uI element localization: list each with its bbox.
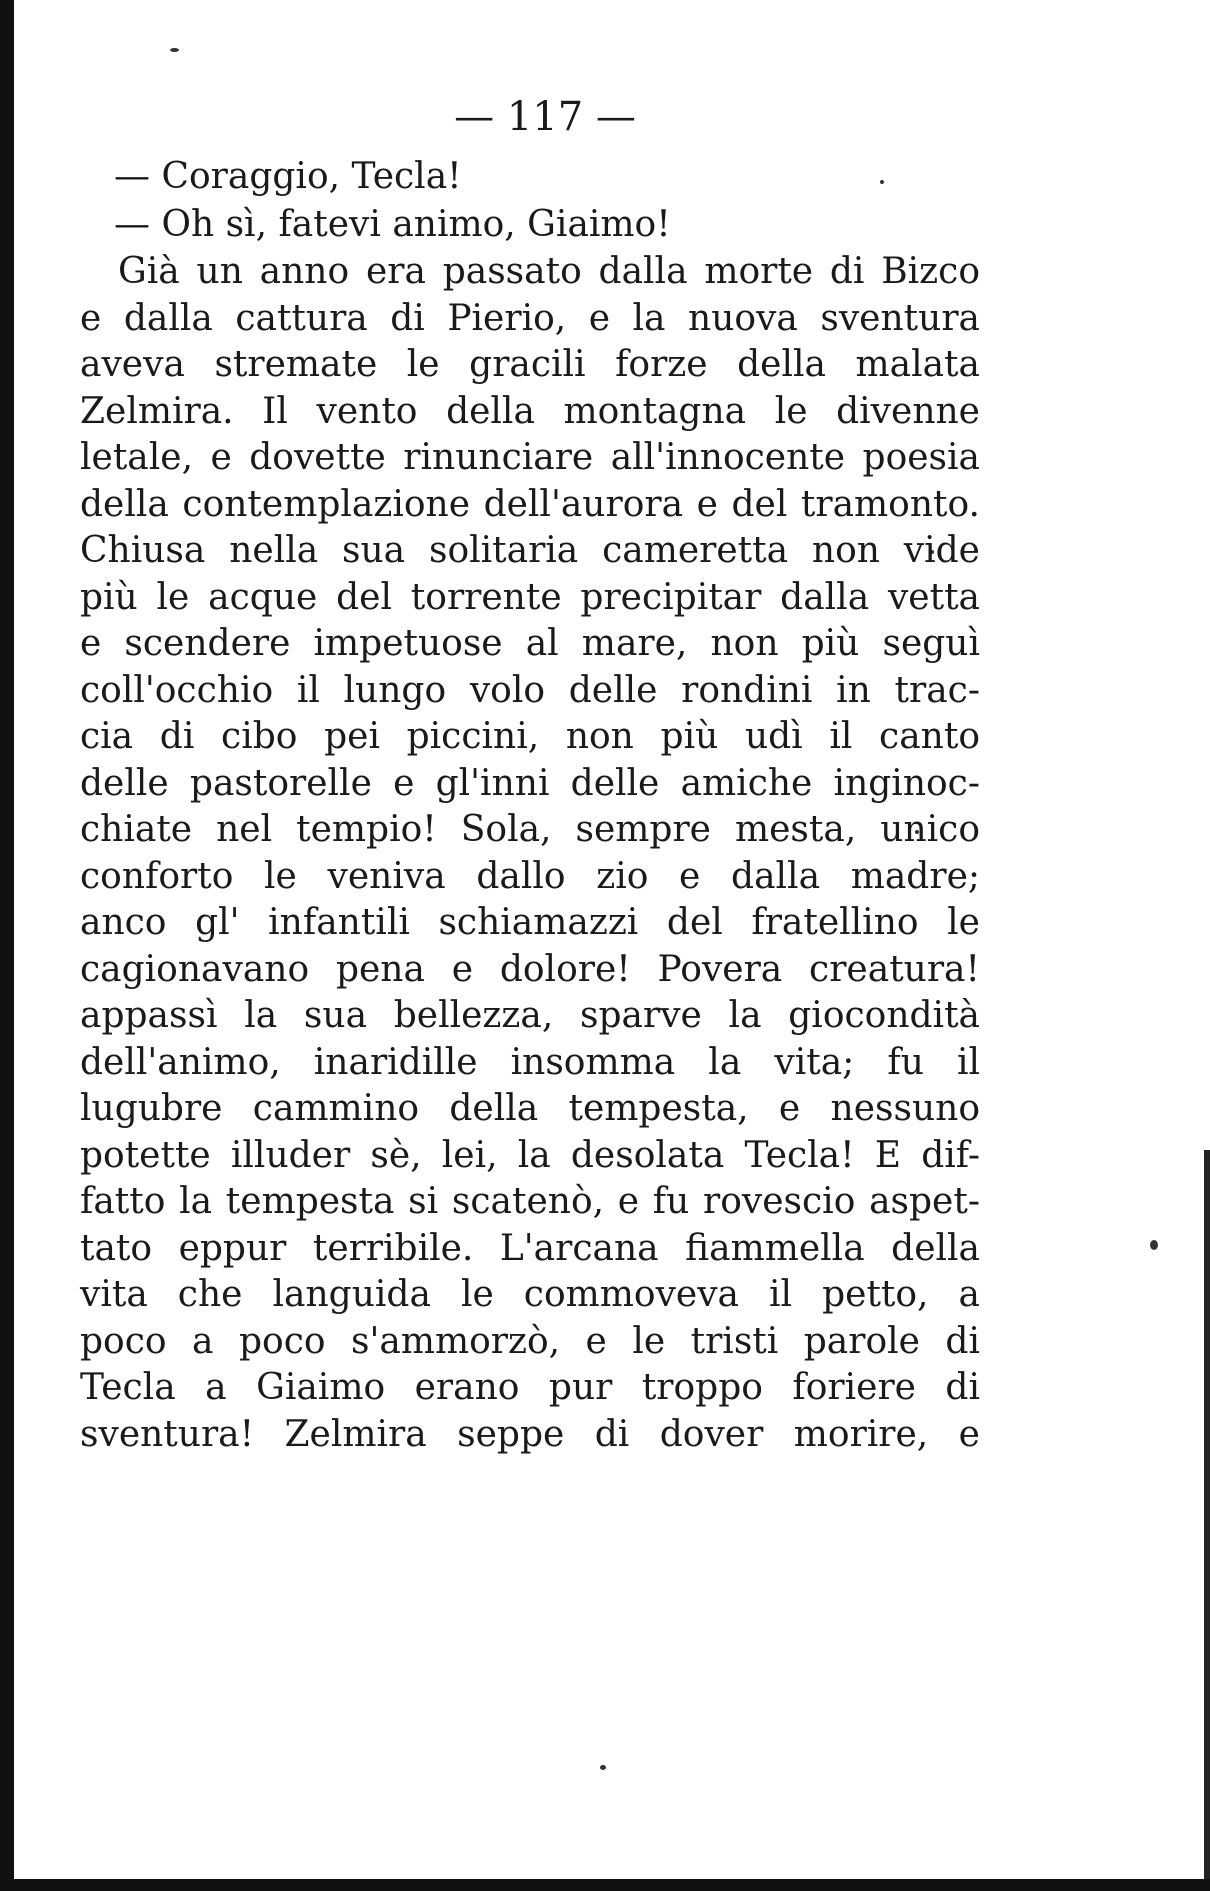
text-line: lugubre cammino della tempesta, e nessuno: [80, 1088, 980, 1129]
body-paragraph: [80, 249, 980, 1458]
page-number: — 117 —: [454, 94, 636, 140]
text-line: letale, e dovette rinunciare all'innocente poesia: [80, 437, 980, 478]
scan-speck: [1150, 1240, 1158, 1250]
text-line: tato eppur terribile. L'arcana fiammella della: [80, 1227, 980, 1269]
scan-speck: [170, 48, 179, 52]
dialogue-line: — Oh sì, fatevi animo, Giaimo!: [114, 204, 671, 245]
text-line: Zelmira. Il vento della montagna le divenne: [80, 390, 980, 432]
book-page: [80, 95, 980, 1458]
text-line: più le acque del torrente precipitar dalla vetta: [80, 576, 980, 618]
text-line: Chiusa nella sua solitaria cameretta non vide: [80, 530, 980, 571]
text-line: delle pastorelle e gl'inni delle amiche inginoc-: [80, 762, 980, 804]
text-line: cia di cibo pei piccini, non più udì il canto: [80, 716, 980, 757]
dialogue-line: — Coraggio, Tecla!: [114, 156, 462, 197]
text-line: coll'occhio il lungo volo delle rondini in trac-: [80, 669, 980, 711]
scan-edge-bottom: [0, 1879, 1210, 1891]
scan-edge-right: [1204, 1150, 1210, 1880]
text-line: e scendere impetuose al mare, non più seguì: [80, 623, 980, 664]
text-line: cagionavano pena e dolore! Povera creatura!: [80, 948, 980, 990]
text-line: potette illuder sè, lei, la desolata Tecla! E dif-: [80, 1134, 980, 1176]
text-line: poco a poco s'ammorzò, e le tristi parole di: [80, 1320, 980, 1362]
scan-speck: [600, 1765, 606, 1770]
text-line: Tecla a Giaimo erano pur troppo foriere di: [80, 1367, 980, 1408]
text-line: conforto le veniva dallo zio e dalla madre;: [80, 855, 980, 897]
text-line: fatto la tempesta si scatenò, e fu rovescio aspet-: [80, 1181, 980, 1222]
text-line: e dalla cattura di Pierio, e la nuova sventura: [80, 297, 980, 339]
text-line: della contemplazione dell'aurora e del tramonto.: [80, 483, 980, 525]
text-line: sventura! Zelmira seppe di dover morire, e: [80, 1413, 980, 1455]
text-line: dell'animo, inaridille insomma la vita; fu il: [80, 1041, 980, 1083]
text-line: appassì la sua bellezza, sparve la giocondità: [80, 995, 980, 1036]
scan-edge-left: [0, 0, 14, 1891]
text-line: Già un anno era passato dalla morte di Bizco: [118, 251, 980, 292]
text-line: chiate nel tempio! Sola, sempre mesta, unico: [80, 809, 980, 850]
text-line: vita che languida le commoveva il petto, a: [80, 1274, 980, 1315]
text-line: aveva stremate le gracili forze della malata: [80, 344, 980, 385]
text-line: anco gl' infantili schiamazzi del fratellino le: [80, 902, 980, 943]
